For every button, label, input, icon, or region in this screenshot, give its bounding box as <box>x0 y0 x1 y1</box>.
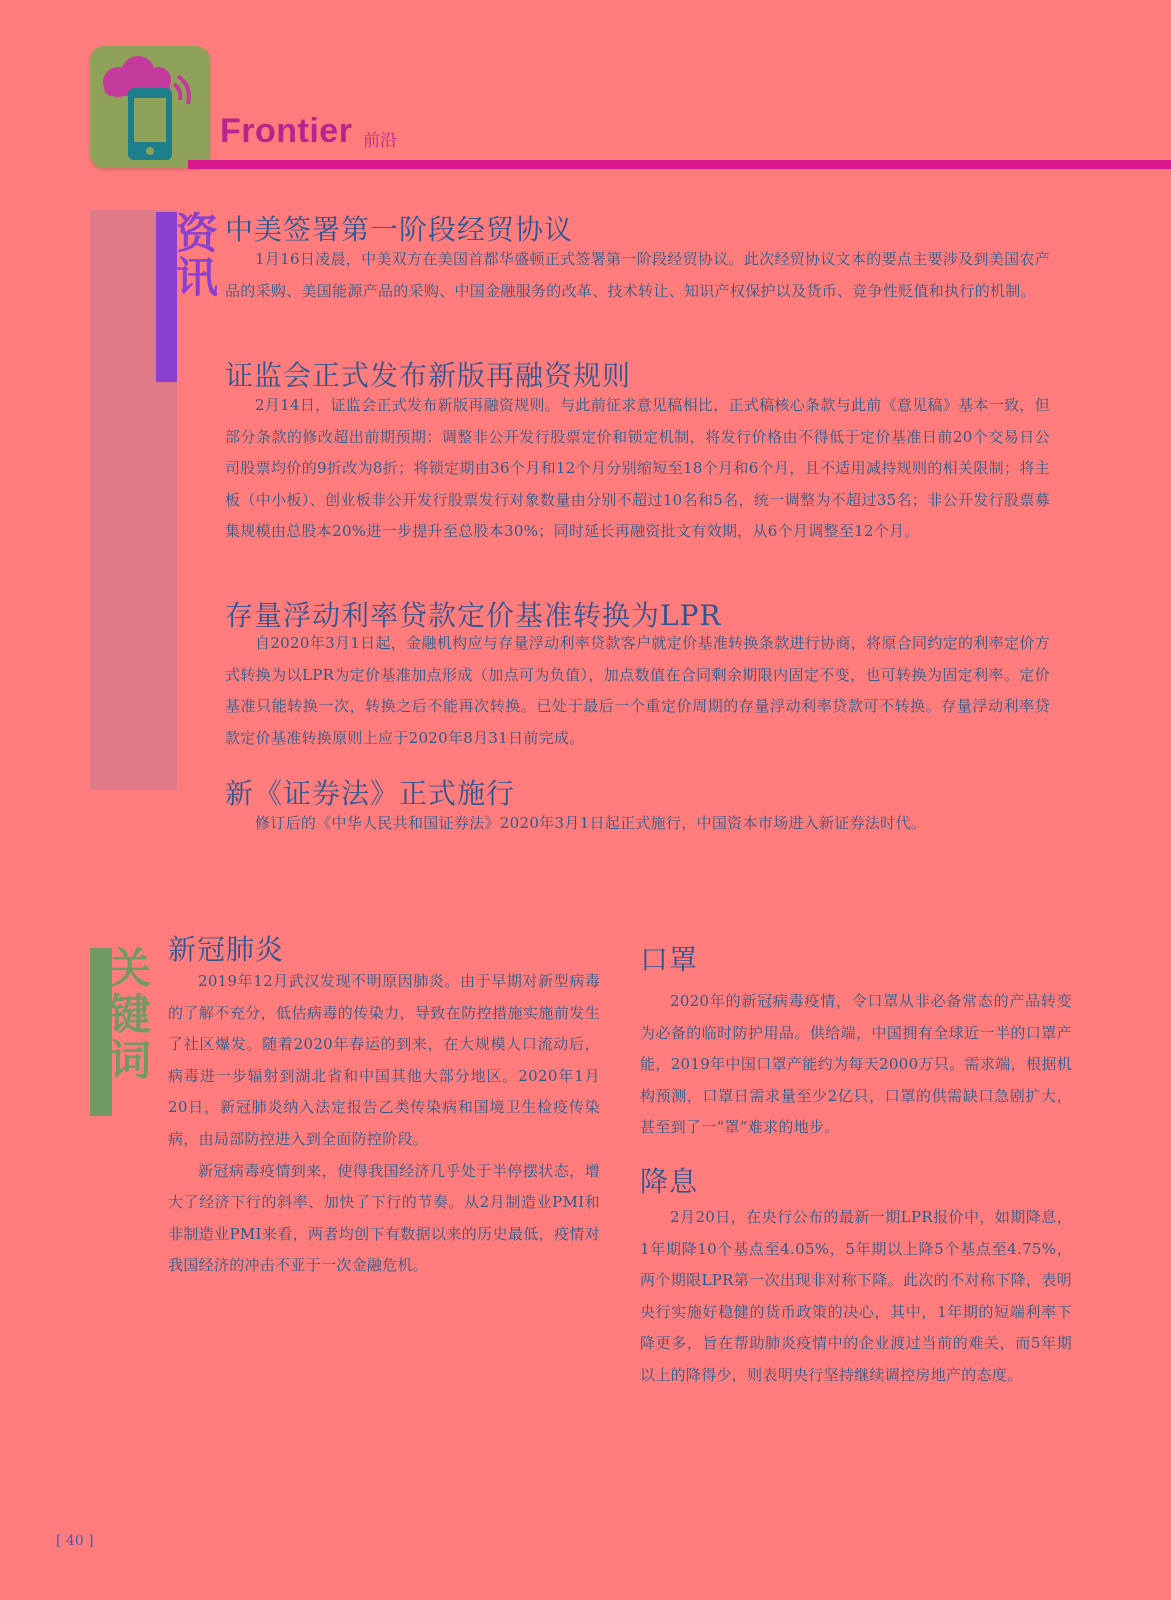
keyword-paragraph: 新冠病毒疫情到来，使得我国经济几乎处于半停摆状态，增大了经济下行的斜率、加快了下行的节奏。从2月制造业PMI和非制造业PMI来看，两者均创下有数据以来的历史最低，疫情对我国经济的冲击不亚于一次金融危机。 <box>168 1161 600 1275</box>
article-paragraph: 1月16日凌晨，中美双方在美国首都华盛顿正式签署第一阶段经贸协议。此次经贸协议文本的要点主要涉及到美国农产品的采购、美国能源产品的采购、中国金融服务的改革、技术转让、知识产权保护以及货币、竞争性贬值和执行的机制。 <box>225 250 1050 300</box>
header-rule <box>188 160 1171 169</box>
article-paragraph: 修订后的《中华人民共和国证券法》2020年3月1日起正式施行，中国资本市场进入新证券法时代。 <box>255 814 927 832</box>
section-title: Frontier <box>220 112 353 150</box>
news-accent-bar <box>156 212 177 382</box>
article-paragraph: 2月14日，证监会正式发布新版再融资规则。与此前征求意见稿相比，正式稿核心条款与此前《意见稿》基本一致，但部分条款的修改超出前期预期：调整非公开发行股票定价和锁定机制，将发行价格由不得低于定价基准日前20个交易日公司股票均价的9折改为8折；将锁定期由36个月和12个月分别缩短至18个月和6个月，且不适用减持规则的相关限制；将主板（中小板）、创业板非公开发行股票发行对象数量由分别不超过10名和5名，统一调整为不超过35名；非公开发行股票募集规模由总股本20%进一步提升至总股本30%；同时延长再融资批文有效期，从6个月调整至12个月。 <box>225 396 1050 541</box>
page-number: [ 40 ] <box>56 1533 94 1549</box>
keywords-section-label: 关键词 <box>109 944 152 1085</box>
news-section-label: 资讯 <box>176 209 219 302</box>
article-body <box>225 808 1050 840</box>
article-body <box>225 244 1050 307</box>
keyword-paragraph: 2019年12月武汉发现不明原因肺炎。由于早期对新型病毒的了解不充分，低估病毒的传染力，导致在防控措施实施前发生了社区爆发。随着2020年春运的到来，在大规模人口流动后，病毒进一步辐射到湖北省和中国其他大部分地区。2020年1月20日，新冠肺炎纳入法定报告乙类传染病和国境卫生检疫传染病，由局部防控进入到全面防控阶段。 <box>168 972 600 1148</box>
keyword-body <box>168 966 600 1282</box>
keyword-title: 降息 <box>640 1165 699 1198</box>
article-body <box>225 390 1050 548</box>
frontier-logo <box>90 46 210 168</box>
keyword-body <box>640 986 1072 1144</box>
article-body <box>225 628 1050 754</box>
keyword-paragraph: 2月20日，在央行公布的最新一期LPR报价中，如期降息，1年期降10个基点至4.05%，5年期以上降5个基点至4.75%，两个期限LPR第一次出现非对称下降。此次的不对称下降，表明央行实施好稳健的货币政策的决心，其中，1年期的短端利率下降更多，旨在帮助肺炎疫情中的企业渡过当前的难关，而5年期以上的降得少，则表明央行坚持继续调控房地产的态度。 <box>640 1208 1072 1384</box>
section-subtitle: 前沿 <box>363 131 397 151</box>
keyword-title: 新冠肺炎 <box>168 933 285 966</box>
article-title: 新《证券法》正式施行 <box>225 777 516 810</box>
keyword-paragraph: 2020年的新冠病毒疫情，令口罩从非必备常态的产品转变为必备的临时防护用品。供给端，中国拥有全球近一半的口罩产能，2019年中国口罩产能约为每天2000万只。需求端，根据机构预测，口罩日需求量至少2亿只，口罩的供需缺口急剧扩大，甚至到了一“罩”难求的地步。 <box>640 992 1072 1137</box>
article-title: 中美签署第一阶段经贸协议 <box>225 213 574 246</box>
phone-cloud-icon <box>90 46 210 168</box>
article-title: 证监会正式发布新版再融资规则 <box>225 359 632 392</box>
keyword-title: 口罩 <box>640 943 699 976</box>
article-paragraph: 自2020年3月1日起，金融机构应与存量浮动利率贷款客户就定价基准转换条款进行协商，将原合同约定的利率定价方式转换为以LPR为定价基准加点形成（加点可为负值），加点数值在合同剩余期限内固定不变，也可转换为固定利率。定价基准只能转换一次，转换之后不能再次转换。已处于最后一个重定价周期的存量浮动利率贷款可不转换。存量浮动利率贷款定价基准转换原则上应于2020年8月31日前完成。 <box>225 634 1050 747</box>
keyword-body <box>640 1202 1072 1392</box>
article-title: 存量浮动利率贷款定价基准转换为LPR <box>225 599 722 632</box>
